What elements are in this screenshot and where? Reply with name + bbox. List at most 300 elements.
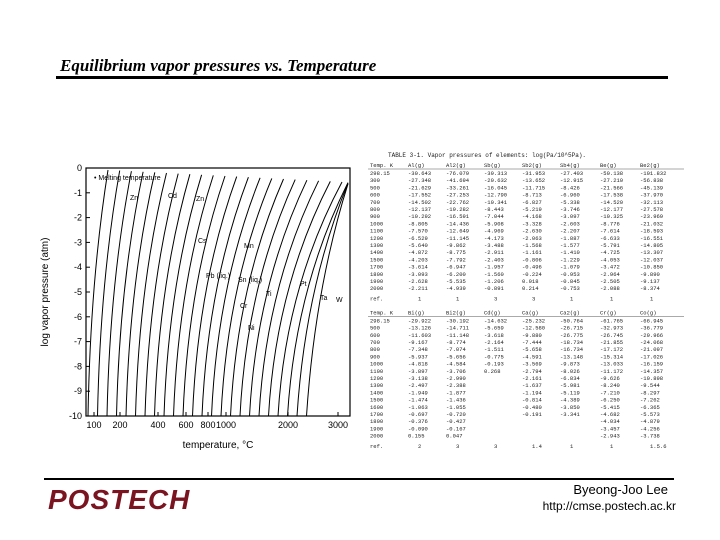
vapor-curve — [145, 174, 178, 416]
table-top-cell: -7.044 — [484, 213, 504, 221]
table-top-cell: -6.947 — [446, 263, 466, 271]
table-bottom-cell: -13.126 — [408, 324, 432, 332]
table-top-cell: -1.206 — [484, 278, 504, 285]
table-top-cell: -3.488 — [484, 242, 504, 249]
table-bottom-cell: -13.148 — [560, 353, 584, 361]
table-bottom-cell: -3.850 — [560, 403, 580, 411]
table-bottom-cell: -2.497 — [408, 382, 428, 390]
table-top-cell: -5.908 — [484, 220, 504, 228]
table-bottom-cell: -2.164 — [484, 339, 504, 346]
table-bottom-cell: -9.544 — [640, 382, 660, 390]
table-bottom-cell: -3.738 — [640, 432, 660, 440]
table-bottom-cell: -5.119 — [560, 389, 580, 397]
table-top-cell: -2.505 — [600, 278, 620, 285]
table-top-cell: -33.261 — [446, 184, 470, 192]
table-top-cell: -0.845 — [560, 278, 580, 285]
postech-logo — [46, 483, 231, 513]
table-bottom-cell: -10.898 — [640, 375, 664, 382]
table-top-cell: -23.969 — [640, 213, 664, 221]
table-bottom-cell: -9.880 — [522, 331, 542, 339]
table-bottom-cell: -3.138 — [408, 375, 428, 382]
table-bottom-cell: -5.937 — [408, 353, 428, 361]
table-top-cell: -0.224 — [522, 270, 542, 278]
table-bottom-cell: -2.161 — [522, 375, 542, 382]
table-top-cell: -7.614 — [600, 227, 620, 235]
table-bottom-cell: 2000 — [370, 432, 384, 440]
table-top-cell: -3.614 — [408, 263, 428, 271]
element-label: Mn — [244, 243, 254, 250]
table-bottom-cell: -0.720 — [446, 411, 466, 418]
table-bottom-cell: -2.990 — [446, 375, 466, 382]
vapor-curve — [126, 172, 155, 416]
y-tick-label: -8 — [73, 361, 82, 372]
table-bottom-cell: -0.191 — [522, 411, 542, 418]
slide-title: Equilibrium vapor pressures vs. Temperature — [60, 56, 377, 75]
table-bottom-cell: -25.232 — [522, 317, 546, 325]
table-bottom-cell: -1.436 — [446, 396, 466, 404]
table-bottom-cell: -0.697 — [408, 411, 428, 418]
table-top-cell: -1.560 — [484, 270, 504, 278]
table-top-cell: -30.643 — [408, 170, 432, 177]
table-top-cell: -5.219 — [522, 206, 542, 213]
table-top-cell: 2000 — [370, 285, 384, 293]
table-bottom-cell: -66.945 — [640, 317, 664, 325]
table-bottom-cell: -0.167 — [446, 425, 466, 433]
table-bottom-cell: 800 — [370, 346, 380, 354]
table-top-cell: 1000 — [370, 220, 384, 228]
table-bottom-cell: -1.055 — [446, 403, 466, 411]
table-bottom-cell: -3.897 — [408, 367, 428, 375]
table-top-cell: 1500 — [370, 256, 384, 264]
table-bottom-cell: -8.297 — [640, 389, 660, 397]
table-top-cell: 500 — [370, 184, 380, 192]
table-bottom-cell: -29.922 — [408, 317, 432, 325]
table-bottom-cell: 1900 — [370, 425, 384, 433]
table-top-header: Al(g) — [408, 162, 425, 169]
x-tick-label: 400 — [150, 420, 166, 430]
table-top-cell: -3.093 — [408, 270, 428, 278]
table-top-cell: -10.325 — [600, 213, 624, 221]
table-top-cell: 800 — [370, 206, 380, 213]
table-top-cell: -16.591 — [446, 213, 470, 221]
table-bottom-cell: -0.376 — [408, 418, 428, 426]
table-top-cell: -12.915 — [560, 177, 584, 185]
y-tick-label: -5 — [73, 287, 82, 297]
title-rule — [56, 76, 668, 79]
table-bottom-cell: -4.389 — [560, 396, 580, 404]
table-top-header: Sb4(g) — [560, 162, 580, 169]
element-label: Pt — [300, 281, 307, 288]
table-top-cell: -14.805 — [640, 242, 664, 249]
table-bottom-cell: -6.250 — [600, 396, 620, 404]
table-top-cell: -4.053 — [600, 256, 620, 264]
table-bottom-cell: -21.097 — [640, 346, 664, 354]
table-top-cell: -10.292 — [408, 213, 432, 221]
author-name: Byeong-Joo Lee — [573, 482, 668, 497]
table-top-cell: -9.862 — [446, 242, 466, 249]
table-top-ref: 1 — [418, 295, 422, 303]
table-bottom-cell: -1.511 — [484, 346, 504, 354]
table-top-cell: -14.520 — [600, 198, 624, 206]
table-bottom-cell: -8.026 — [560, 367, 580, 375]
table-top-cell: -9.137 — [640, 278, 660, 285]
table-top-cell: -6.633 — [600, 234, 620, 242]
table-top-cell: -0.891 — [484, 285, 504, 293]
table-bottom-ref: 1.4 — [532, 442, 542, 450]
table-top-header: Be2(g) — [640, 162, 660, 169]
x-tick-label: 200 — [112, 420, 128, 430]
table-top-cell: -6.529 — [408, 234, 428, 242]
table-top-cell: -5.640 — [408, 242, 428, 249]
table-top-header: Be(g) — [600, 162, 617, 169]
y-axis-label: log vapor pressure (atm) — [40, 237, 51, 347]
table-top-cell: -2.207 — [560, 227, 580, 235]
table-top-cell: -13.652 — [522, 177, 546, 185]
element-label: Pb (liq.) — [206, 273, 231, 280]
chart-curves — [88, 170, 348, 416]
table-bottom-cell: -16.159 — [640, 360, 664, 368]
table-top-cell: -8.374 — [640, 285, 660, 293]
table-bottom-cell: -9.873 — [560, 360, 580, 368]
table-top-cell: -2.403 — [484, 256, 504, 264]
table-top-cell: -5.535 — [446, 278, 466, 285]
table-top-cell: -1.957 — [484, 263, 504, 271]
table-bottom-cell: -18.734 — [560, 339, 584, 346]
table-bottom-cell: 1300 — [370, 382, 384, 390]
table-bottom-cell: -1.877 — [446, 389, 466, 397]
element-label: Cd — [168, 193, 177, 200]
table-top-cell: -31.953 — [522, 170, 546, 177]
table-top-cell: -41.694 — [446, 177, 470, 185]
table-top-cell: -4.872 — [408, 249, 428, 257]
table-bottom-cell: -26.775 — [560, 331, 584, 339]
table-bottom-cell: -61.765 — [600, 317, 624, 325]
table-top-cell: -8.805 — [408, 220, 428, 228]
x-tick-label: 100 — [86, 420, 102, 430]
table-top-cell: -13.307 — [640, 249, 664, 257]
table-top-cell: -27.348 — [408, 177, 432, 185]
table-bottom-cell: 0.047 — [446, 432, 463, 440]
table-top-cell: -12.037 — [640, 256, 664, 264]
logo-text: POSTECH — [48, 484, 191, 513]
table-bottom-cell: 298.15 — [370, 317, 390, 325]
table-top-cell: -1.887 — [560, 234, 580, 242]
table-top-header: Sb2(g) — [522, 162, 542, 169]
table-bottom-cell: 1100 — [370, 367, 384, 375]
table-bottom-cell: -5.981 — [560, 382, 580, 390]
table-bottom-cell: 1400 — [370, 389, 384, 397]
table-top-cell: -21.566 — [600, 184, 624, 192]
table-bottom-header: Ca(g) — [522, 309, 539, 317]
table-top-ref: 3 — [494, 295, 498, 303]
y-tick-label: -9 — [73, 386, 82, 397]
table-bottom-cell: 0.155 — [408, 432, 425, 440]
table-top-cell: -17.552 — [408, 191, 432, 199]
table-top-cell: -4.939 — [446, 285, 466, 293]
y-tick-label: -1 — [73, 187, 82, 198]
table-top-ref: 1 — [456, 295, 460, 303]
table-top-cell: -14.436 — [446, 220, 470, 228]
table-bottom-cell: -7.262 — [640, 396, 660, 404]
table-top-cell: 300 — [370, 177, 380, 185]
table-bottom-cell: -0.814 — [522, 396, 542, 404]
table-top-cell: -2.628 — [408, 278, 428, 285]
table-top-cell: 1700 — [370, 263, 384, 271]
table-top-cell: -0.953 — [560, 270, 580, 278]
table-bottom-cell: -4.584 — [446, 360, 466, 368]
table-bottom-cell: -7.444 — [522, 339, 542, 346]
table-bottom-cell: 600 — [370, 331, 380, 339]
table-top-cell: -8.443 — [484, 206, 504, 213]
table-bottom-cell: -1.063 — [408, 403, 428, 411]
table-top-cell: 1200 — [370, 234, 384, 242]
table-bottom-cell: -17.026 — [640, 353, 664, 361]
y-tick-label: -7 — [73, 336, 82, 347]
table-bottom-cell: -3.457 — [600, 425, 620, 433]
table-top-cell: -8.426 — [560, 184, 580, 192]
table-bottom-cell: -26.715 — [560, 324, 584, 332]
table-top-cell: -2.964 — [600, 270, 620, 278]
table-bottom-cell: -11.172 — [600, 367, 624, 375]
table-top-cell: -0.753 — [560, 285, 580, 293]
table-bottom-ref: 2 — [418, 442, 422, 450]
table-top-cell: -2.088 — [600, 285, 620, 293]
table-bottom-cell: 1700 — [370, 411, 384, 418]
table-top-cell: -2.063 — [522, 234, 542, 242]
table-bottom-cell: 500 — [370, 324, 380, 332]
table-top-cell: -12.790 — [484, 191, 508, 199]
table-bottom-cell: -7.074 — [446, 346, 466, 354]
table-top-cell: -12.649 — [446, 227, 470, 235]
table-bottom-header: Bi2(g) — [446, 309, 466, 317]
table-top-cell: -1.229 — [560, 256, 580, 264]
table-bottom-cell: 900 — [370, 353, 380, 361]
table-bottom-ref: 3 — [456, 442, 460, 450]
table-top-cell: -37.970 — [640, 191, 664, 199]
table-bottom-header: Co(g) — [640, 309, 657, 317]
table-top-cell: -0.496 — [522, 263, 542, 271]
table-bottom-cell: -5.573 — [640, 411, 660, 418]
x-tick-label: 2000 — [277, 420, 299, 430]
table-top-cell: -9.890 — [640, 270, 660, 278]
table-top-cell: -50.138 — [600, 170, 624, 177]
table-top-header: Sb(g) — [484, 162, 501, 169]
table-top-cell: -4.168 — [522, 213, 542, 221]
table-top-cell: -8.776 — [600, 220, 620, 228]
vapor-curve — [88, 170, 108, 416]
table-top-cell: -0.806 — [522, 256, 542, 264]
table-top-cell: -101.832 — [640, 170, 667, 177]
element-label: Zn — [196, 196, 205, 203]
table-top-cell: 0.018 — [522, 278, 539, 285]
table-top-cell: -8.775 — [446, 249, 466, 257]
table-bottom-cell: -9.626 — [600, 375, 620, 382]
table-bottom-cell: -5.659 — [484, 324, 504, 332]
table-top-cell: -76.079 — [446, 170, 470, 177]
table-bottom-cell: -5.658 — [522, 346, 542, 354]
table-bottom-cell: -3.341 — [560, 411, 580, 418]
table-bottom-cell: 0.268 — [484, 367, 501, 375]
table-top-cell: -21.032 — [640, 220, 664, 228]
table-bottom-ref: 1.5.6 — [650, 442, 667, 450]
table-top-cell: -2.603 — [560, 220, 580, 228]
table-bottom-cell: -6.834 — [560, 375, 580, 382]
table-bottom-cell: -32.973 — [600, 324, 624, 332]
table-bottom-cell: -16.734 — [560, 346, 584, 354]
table-bottom-cell: -7.210 — [600, 389, 620, 397]
table-top-cell: -7.792 — [446, 256, 466, 264]
table-top-cell: -27.403 — [560, 170, 584, 177]
table-top-cell: 1400 — [370, 249, 384, 257]
vapor-curve — [193, 177, 237, 416]
element-label: Ti — [266, 291, 272, 298]
table-bottom-cell: -21.855 — [600, 339, 624, 346]
table-bottom-cell: -1.474 — [408, 396, 428, 404]
x-tick-label: 600 — [178, 420, 194, 430]
table-top-cell: -4.969 — [484, 227, 504, 235]
table-top-cell: 0.214 — [522, 285, 539, 293]
table-top-cell: -6.960 — [560, 191, 580, 199]
table-top-cell: -1.410 — [560, 249, 580, 257]
table-top-cell: -3.746 — [560, 206, 580, 213]
table-content — [368, 152, 684, 450]
table-bottom-ref: 3 — [494, 442, 498, 450]
table-bottom-cell: -5.656 — [446, 353, 466, 361]
table-top-cell: -45.139 — [640, 184, 664, 192]
table-top-cell: -17.538 — [600, 191, 624, 199]
chart-legend: • Melting temperature — [94, 175, 161, 182]
x-tick-label: 1000 — [215, 420, 237, 430]
table-top-cell: 298.15 — [370, 170, 390, 177]
table-bottom-header: Cr(g) — [600, 309, 617, 317]
table-bottom-cell: 1600 — [370, 403, 384, 411]
table-top-cell: -5.338 — [560, 198, 580, 206]
vapor-curve — [231, 179, 284, 416]
y-tick-label: -3 — [73, 237, 82, 248]
table-top-cell: -22.762 — [446, 198, 470, 206]
table-bottom-ref: ref. — [370, 442, 384, 450]
table-bottom-cell: 1000 — [370, 360, 384, 368]
table-bottom-cell: -26.745 — [600, 331, 624, 339]
table-top-cell: -16.551 — [640, 234, 664, 242]
table-top-cell: -6.200 — [446, 270, 466, 278]
table-bottom-header: Temp. K — [370, 309, 394, 317]
table-top-cell: -12.177 — [600, 206, 624, 213]
table-top-cell: -39.313 — [484, 170, 508, 177]
table-top-cell: 1800 — [370, 270, 384, 278]
table-top-header: Temp. K — [370, 162, 394, 169]
table-top-cell: -2.911 — [484, 249, 504, 257]
table-bottom-cell: -15.314 — [600, 353, 624, 361]
table-bottom-cell: -3.618 — [484, 331, 504, 339]
table-top-ref: 3 — [532, 295, 536, 303]
element-label: Ni — [248, 325, 255, 332]
table-bottom-cell: -4.682 — [600, 411, 620, 418]
table-bottom-cell: -6.365 — [640, 403, 660, 411]
table-bottom-cell: -2.794 — [522, 367, 542, 375]
vapor-pressure-chart — [38, 158, 358, 458]
table-bottom-cell: -4.256 — [640, 425, 660, 433]
table-bottom-cell: -36.779 — [640, 324, 664, 332]
table-top-cell: -12.137 — [408, 206, 432, 213]
table-bottom-cell: -0.090 — [408, 425, 428, 433]
table-top-cell: -4.725 — [600, 249, 620, 257]
table-bottom-cell: -29.966 — [640, 331, 664, 339]
table-top-cell: 700 — [370, 198, 380, 206]
table-top-cell: -32.113 — [640, 198, 664, 206]
table-bottom-cell: -1.637 — [522, 382, 542, 390]
y-tick-label: -6 — [73, 311, 82, 322]
table-bottom-ref: 1 — [570, 442, 574, 450]
table-bottom-cell: -14.357 — [640, 367, 664, 375]
element-label: Cs — [198, 238, 207, 245]
table-bottom-cell: -1.194 — [522, 389, 542, 397]
x-axis-label: temperature, °C — [182, 440, 254, 451]
element-label: Sn (liq.) — [238, 277, 263, 284]
element-label: Zn — [130, 195, 139, 202]
table-bottom-cell: -2.943 — [600, 432, 620, 440]
table-bottom-cell: -7.348 — [408, 346, 428, 354]
table-top-cell: -3.472 — [600, 263, 620, 271]
table-top-cell: -1.577 — [560, 242, 580, 249]
table-bottom-cell: -8.240 — [600, 382, 620, 390]
table-top-ref: 1 — [650, 295, 654, 303]
table-bottom-cell: -14.711 — [446, 324, 470, 332]
table-top-cell: -21.629 — [408, 184, 432, 192]
table-bottom-cell: -50.764 — [560, 317, 584, 325]
table-bottom-cell: -3.706 — [446, 367, 466, 375]
table-top-cell: -19.282 — [446, 206, 470, 213]
table-bottom-cell: -12.580 — [522, 324, 546, 332]
chart-labels — [130, 193, 343, 332]
table-top-ref: 1 — [610, 295, 614, 303]
y-tick-label: -2 — [73, 212, 82, 223]
table-top-ref: ref. — [370, 295, 384, 303]
table-top-cell: -4.203 — [408, 256, 428, 264]
table-top-cell: -1.161 — [522, 249, 542, 257]
table-bottom-cell: -13.033 — [600, 360, 624, 368]
table-bottom-cell: -4.879 — [640, 418, 660, 426]
table-bottom-cell: -11.148 — [446, 331, 470, 339]
table-top-cell: -11.715 — [522, 184, 546, 192]
element-label: Cr — [240, 303, 248, 310]
vapor-curve — [117, 172, 144, 416]
table-bottom-cell: -3.569 — [522, 360, 542, 368]
table-top-cell: -4.173 — [484, 234, 504, 242]
table-bottom-cell: -24.068 — [640, 339, 664, 346]
table-top-cell: -16.045 — [484, 184, 508, 192]
vapor-curve — [174, 175, 214, 416]
table-bottom-cell: 700 — [370, 339, 380, 346]
element-label: W — [336, 297, 343, 304]
table-bottom-cell: -0.193 — [484, 360, 504, 368]
table-bottom-cell: -0.775 — [484, 353, 504, 361]
table-top-cell: -3.097 — [560, 213, 580, 221]
table-bottom-cell: -5.415 — [600, 403, 620, 411]
table-bottom-cell: -8.774 — [446, 339, 466, 346]
table-top-cell: -10.850 — [640, 263, 664, 271]
y-tick-label: -4 — [73, 262, 82, 273]
table-top-cell: 900 — [370, 213, 380, 221]
table-bottom-cell: 1800 — [370, 418, 384, 426]
table-bottom-cell: -0.480 — [522, 403, 542, 411]
table-top-cell: -6.827 — [522, 198, 542, 206]
table-bottom-header: Cd(g) — [484, 309, 501, 317]
table-bottom-cell: -11.603 — [408, 331, 432, 339]
table-top-cell: -1.568 — [522, 242, 542, 249]
table-top-cell: -2.211 — [408, 285, 428, 293]
table-top-cell: -10.341 — [484, 198, 508, 206]
